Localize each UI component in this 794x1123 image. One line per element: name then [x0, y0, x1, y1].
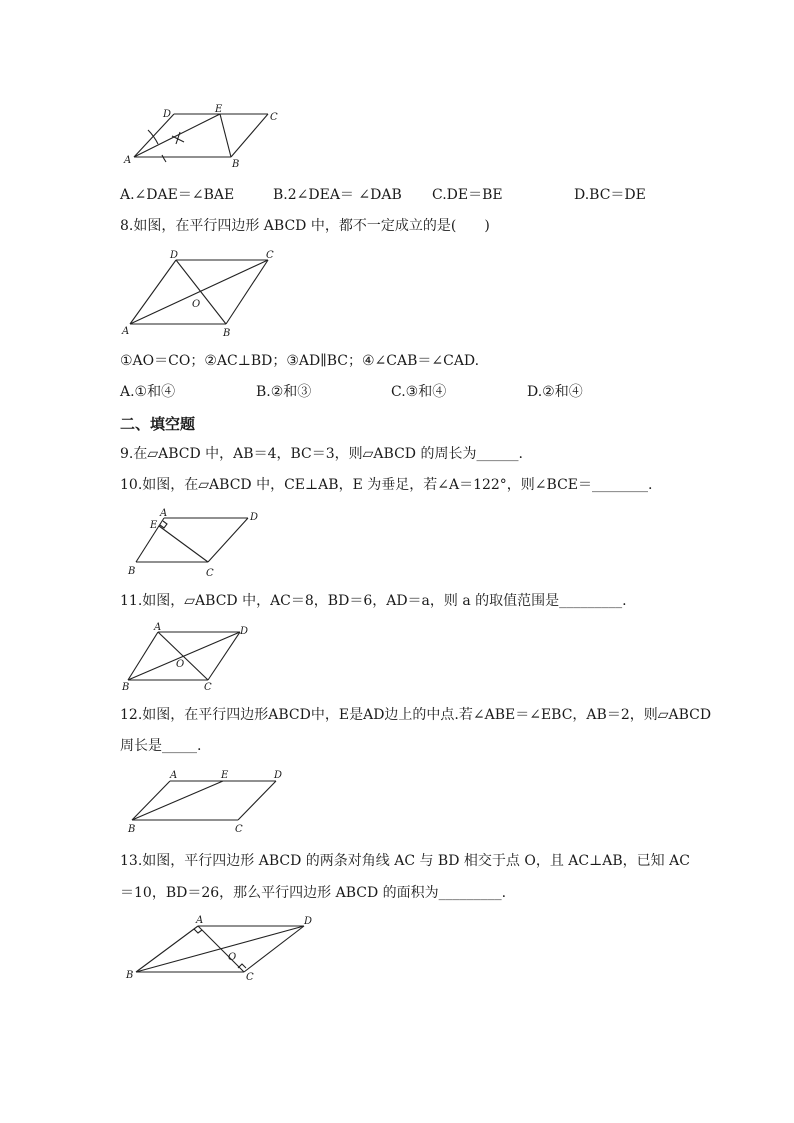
- q11-text: 11.如图，▱ABCD 中，AC＝8，BD＝6，AD＝a，则 a 的取值范围是_________.: [120, 593, 627, 609]
- q8-option-b: B.②和③: [256, 384, 312, 400]
- q12-label-d: D: [274, 770, 283, 781]
- q13-label-a: A: [196, 915, 204, 926]
- q8-figure: [122, 250, 282, 340]
- q7-label-c: C: [270, 112, 278, 123]
- q8-statements: ①AO＝CO；②AC⊥BD；③AD∥BC；④∠CAB＝∠CAD.: [120, 353, 480, 369]
- q10-label-d: D: [250, 512, 259, 523]
- q12-line1: 12.如图，在平行四边形ABCD中，E是AD边上的中点.若∠ABE＝∠EBC，AB＝2，则▱ABCD: [120, 707, 712, 723]
- q8-label-a: A: [122, 326, 130, 337]
- q13-label-c: C: [246, 972, 254, 983]
- q7-figure: [118, 100, 288, 170]
- q11-label-c: C: [204, 682, 212, 693]
- q8-label-o: O: [192, 299, 201, 310]
- q10-label-a: A: [160, 508, 168, 519]
- q7-label-d: D: [163, 109, 172, 120]
- q8-option-d: D.②和④: [527, 384, 583, 400]
- q13-figure: [122, 912, 322, 988]
- q8-stem: 8.如图，在平行四边形 ABCD 中，都不一定成立的是( ): [120, 218, 490, 234]
- q13-line1: 13.如图，平行四边形 ABCD 的两条对角线 AC 与 BD 相交于点 O，且 AC⊥AB，已知 AC: [120, 853, 690, 869]
- q7-option-d: D.BC＝DE: [574, 187, 646, 203]
- q12-label-e: E: [221, 770, 229, 781]
- q8-option-a: A.①和④: [120, 384, 176, 400]
- q10-label-b: B: [128, 566, 136, 577]
- q12-label-a: A: [170, 770, 178, 781]
- q7-option-a: A.∠DAE＝∠BAE: [120, 187, 235, 203]
- q7-label-b: B: [232, 159, 240, 170]
- q13-line2: ＝10，BD＝26，那么平行四边形 ABCD 的面积为_________.: [120, 885, 507, 901]
- q13-label-b: B: [126, 970, 134, 981]
- q11-label-d: D: [240, 626, 249, 637]
- q7-option-b: B.2∠DEA＝ ∠DAB: [273, 187, 402, 203]
- q11-label-b: B: [122, 682, 130, 693]
- q8-label-d: D: [170, 250, 179, 261]
- q12-line2: 周长是_____.: [120, 738, 202, 754]
- q12-label-b: B: [128, 824, 136, 835]
- q10-text: 10.如图，在▱ABCD 中，CE⊥AB，E 为垂足，若∠A＝122°，则∠BCE＝________.: [120, 477, 653, 493]
- q11-label-a: A: [154, 622, 162, 633]
- q11-label-o: O: [176, 659, 185, 670]
- q8-option-c: C.③和④: [391, 384, 447, 400]
- q9-text: 9.在▱ABCD 中，AB＝4，BC＝3，则▱ABCD 的周长为______.: [120, 446, 523, 462]
- q12-figure: [122, 768, 292, 838]
- q10-figure: [122, 506, 272, 578]
- section-title: 二、填空题: [120, 415, 196, 433]
- q8-label-b: B: [223, 328, 231, 339]
- q7-label-a: A: [124, 155, 132, 166]
- q12-label-c: C: [235, 824, 243, 835]
- q13-label-o: O: [228, 952, 237, 963]
- q8-label-c: C: [266, 250, 274, 261]
- q7-label-e: E: [215, 104, 223, 115]
- q10-label-e: E: [150, 520, 158, 531]
- q7-option-c: C.DE＝BE: [432, 187, 503, 203]
- q13-label-d: D: [304, 916, 313, 927]
- q11-figure: [120, 622, 265, 694]
- q10-label-c: C: [206, 568, 214, 579]
